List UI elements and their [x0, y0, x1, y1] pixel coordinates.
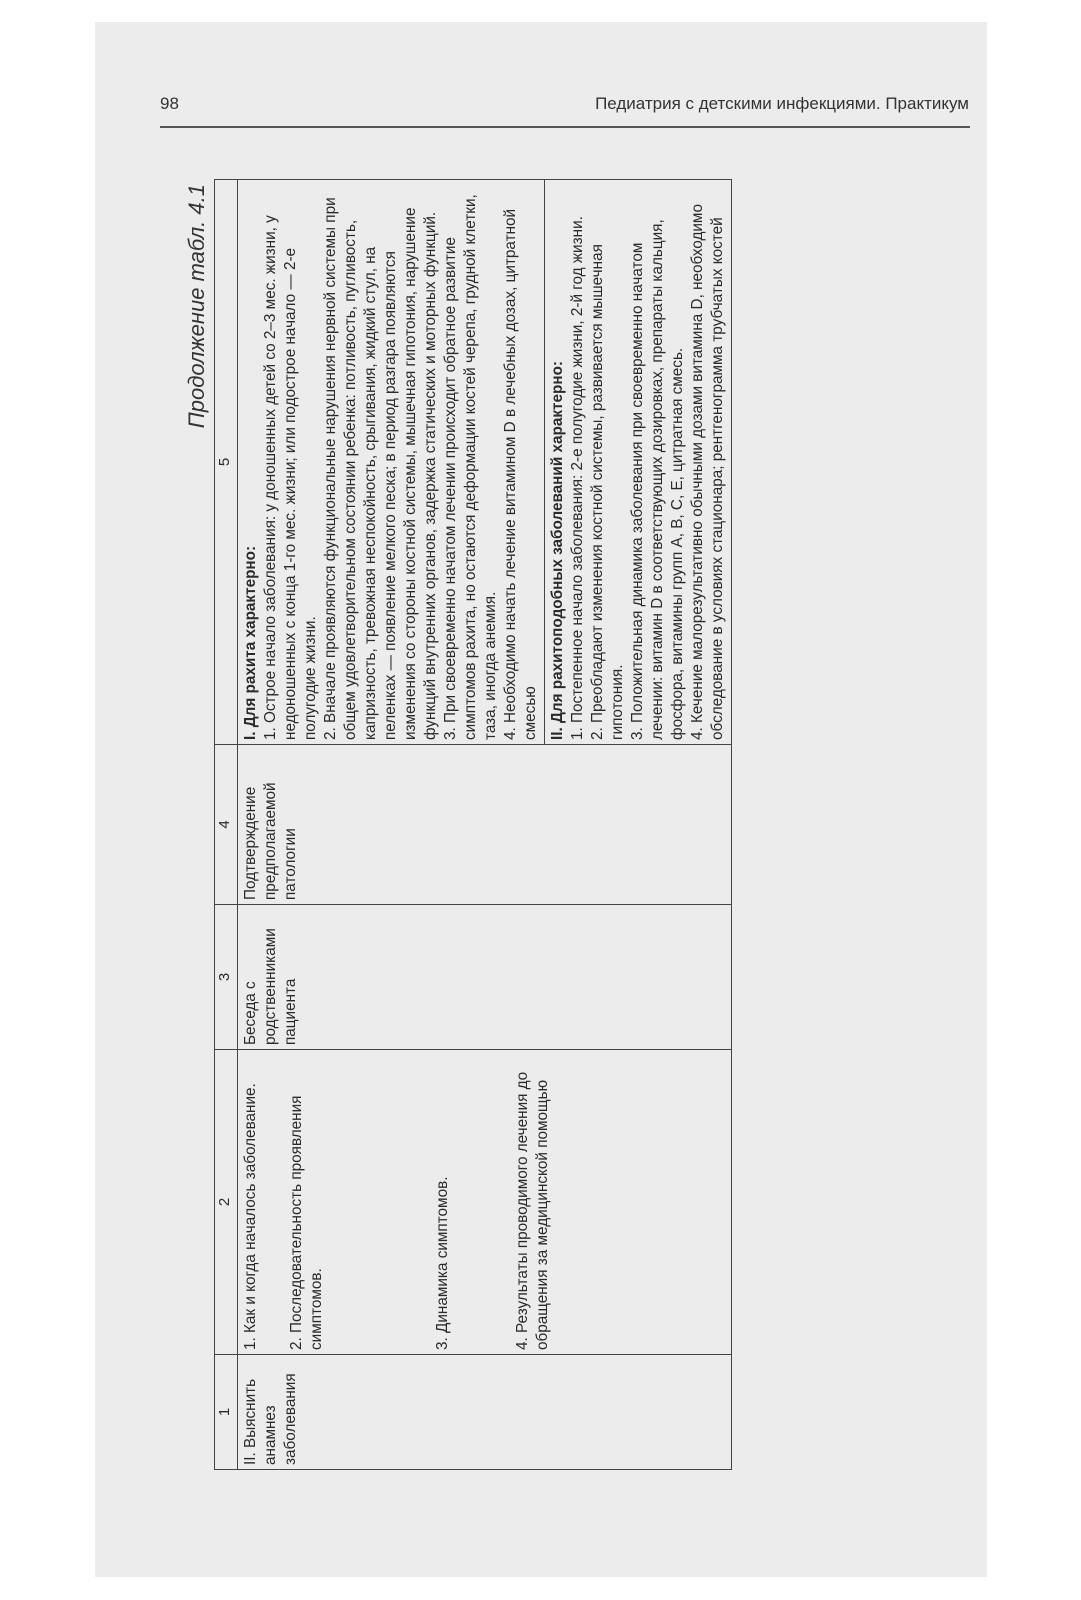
anamnesis-table — [214, 179, 732, 1470]
task-cell: II. Выяснить анамнез заболевания — [238, 1355, 732, 1470]
question-item: 1. Как и когда началось заболевание. — [242, 1083, 259, 1350]
table-row — [238, 180, 545, 1470]
goal-cell: Подтверждение предполагаемой патологии — [238, 745, 732, 905]
paragraph: 4. Кечение малорезультативно обычными дозами витамина D, необходимо обследование в условиях стационара; рентгенограмма трубчатых костей — [689, 204, 726, 740]
rickets-like-cell — [545, 180, 732, 745]
rickets-cell — [238, 180, 545, 745]
question-item: 2. Последовательность проявления симптомов. — [288, 1095, 325, 1350]
rotated-table-block — [180, 180, 970, 1470]
column-number: 1 — [215, 1355, 238, 1470]
column-number: 2 — [215, 1050, 238, 1355]
table-caption: Продолжение табл. 4.1 — [184, 184, 209, 429]
paragraph: 3. Положительная динамика заболевания при своевременно начатом лечении: витамин D в соответствующих дозировках, препараты кальция, фосфора, витамины групп A, B, C, E, цитратная смесь. — [629, 219, 686, 740]
paragraph: 2. Преобладают изменения костной системы, развивается мышечная гипотония. — [589, 244, 626, 740]
question-item: 3. Динамика симптомов. — [434, 1176, 451, 1350]
paragraph: 3. При своевременно начатом лечении происходит обратное развитие симптомов рахита, но остаются деформации костей черепа, грудной клетки, таза, иногда анемия. — [442, 194, 499, 740]
column-number-row — [215, 180, 238, 1470]
paragraph: 1. Острое начало заболевания: у доношенных детей со 2–3 мес. жизни, у недоношенных с конца 1-го мес. жизни; или подострое начало — 2-е полугодие жизни. — [262, 215, 319, 740]
paragraph: 4. Необходимо начать лечение витамином D в лечебных дозах, цитратной смесью — [502, 208, 539, 740]
method-cell: Беседа с родственниками пациента — [238, 905, 732, 1050]
header-rule — [160, 126, 970, 128]
column-number: 5 — [215, 180, 238, 745]
section-heading: II. Для рахитоподобных заболеваний характерно: — [549, 360, 566, 740]
page-number: 98 — [160, 94, 179, 113]
column-number: 3 — [215, 905, 238, 1050]
section-heading: I. Для рахита характерно: — [242, 545, 259, 740]
questions-cell — [238, 1050, 732, 1355]
paragraph: 1. Постепенное начало заболевания: 2-е полугодие жизни, 2-й год жизни. — [569, 216, 586, 740]
paragraph: 2. Вначале проявляются функциональные нарушения нервной системы при общем удовлетворительном состоянии ребенка: потливость, пугливость, капризность, тревожная неспокойность, срыгивания, жидкий стул, на пеленках — появление мелкого песка; в период разгара появляются изменения со стороны костной системы, мышечная гипотония, нарушение функций внутренних органов, задержка статических и моторных функций. — [322, 197, 439, 740]
running-title: Педиатрия с детскими инфекциями. Практикум — [595, 94, 969, 113]
question-item: 4. Результаты проводимого лечения до обращения за медицинской помощью — [514, 1071, 551, 1350]
column-number: 4 — [215, 745, 238, 905]
